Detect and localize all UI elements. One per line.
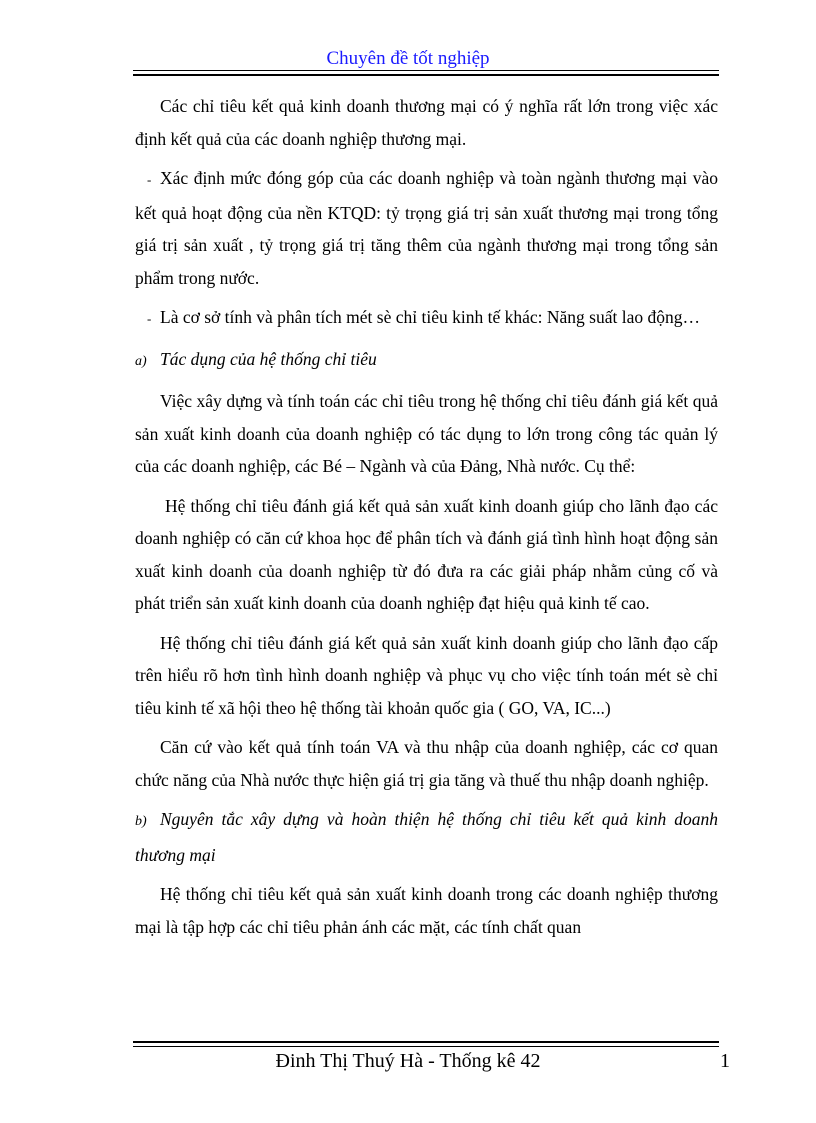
section-heading-a: [135, 343, 718, 379]
bullet-item: [135, 162, 718, 294]
bullet-text: Xác định mức đóng góp của các doanh nghiệp và toàn ngành thương mại vào kết quả hoạt động của nền KTQD: tỷ trọng giá trị sản xuất thương mại trong tổng giá trị sản xuất , tỷ trọng giá trị tăng thêm của ngành thương mại trong tổng sản phẩm trong nước.: [135, 168, 718, 288]
header-rule-bottom: [133, 74, 719, 76]
heading-marker: b): [135, 814, 147, 829]
bullet-dash: -: [147, 311, 152, 326]
paragraph: Căn cứ vào kết quả tính toán VA và thu nhập của doanh nghiệp, các cơ quan chức năng của Nhà nước thực hiện giá trị gia tăng và thuế thu nhập doanh nghiệp.: [135, 737, 718, 790]
paragraph: Việc xây dựng và tính toán các chỉ tiêu trong hệ thống chỉ tiêu đánh giá kết quả sản xuất kinh doanh của doanh nghiệp có tác dụng to lớn trong công tác quản lý của các doanh nghiệp, các Bé – Ngành và của Đảng, Nhà nước. Cụ thể:: [135, 391, 718, 476]
paragraph: Hệ thống chỉ tiêu đánh giá kết quả sản xuất kinh doanh giúp cho lãnh đạo các doanh nghiệp có căn cứ khoa học để phân tích và đánh giá tình hình hoạt động sản xuất kinh doanh của doanh nghiệp từ đó đưa ra các giải pháp nhằm củng cố và phát triển sản xuất kinh doanh của doanh nghiệp đạt hiệu quả kinh tế cao.: [135, 495, 718, 613]
paragraph: Hệ thống chỉ tiêu kết quả sản xuất kinh doanh trong các doanh nghiệp thương mại là tập hợp các chỉ tiêu phản ánh các mặt, các tính chất quan: [135, 884, 718, 937]
paragraph: Các chỉ tiêu kết quả kinh doanh thương mại có ý nghĩa rất lớn trong việc xác định kết quả của các doanh nghiệp thương mại.: [135, 96, 718, 149]
document-body: [135, 90, 718, 950]
page-header-title: Chuyên đề tốt nghiệp: [326, 48, 490, 69]
footer-rule-top: [133, 1041, 719, 1043]
footer-rule-bottom: [133, 1046, 719, 1047]
heading-marker: a): [135, 353, 147, 369]
paragraph: Hệ thống chỉ tiêu đánh giá kết quả sản xuất kinh doanh giúp cho lãnh đạo cấp trên hiểu rõ hơn tình hình doanh nghiệp và phục vụ cho việc tính toán mét sè chỉ tiêu kinh tế xã hội theo hệ thống tài khoản quốc gia ( GO, VA, IC...): [135, 632, 718, 718]
section-heading-b: [135, 803, 718, 871]
header-rule-top: [133, 70, 719, 71]
heading-text: Tác dụng của hệ thống chỉ tiêu: [160, 348, 377, 369]
bullet-dash: -: [147, 172, 152, 187]
page-number: 1: [720, 1050, 730, 1072]
footer-author: Đinh Thị Thuý Hà - Thống kê 42: [275, 1050, 541, 1072]
heading-text: Nguyên tắc xây dựng và hoàn thiện hệ thống chỉ tiêu kết quả kinh doanh thương mại: [135, 809, 718, 865]
bullet-item: [135, 301, 718, 336]
bullet-text: Là cơ sở tính và phân tích mét sè chỉ tiêu kinh tế khác: Năng suất lao động…: [160, 307, 700, 327]
